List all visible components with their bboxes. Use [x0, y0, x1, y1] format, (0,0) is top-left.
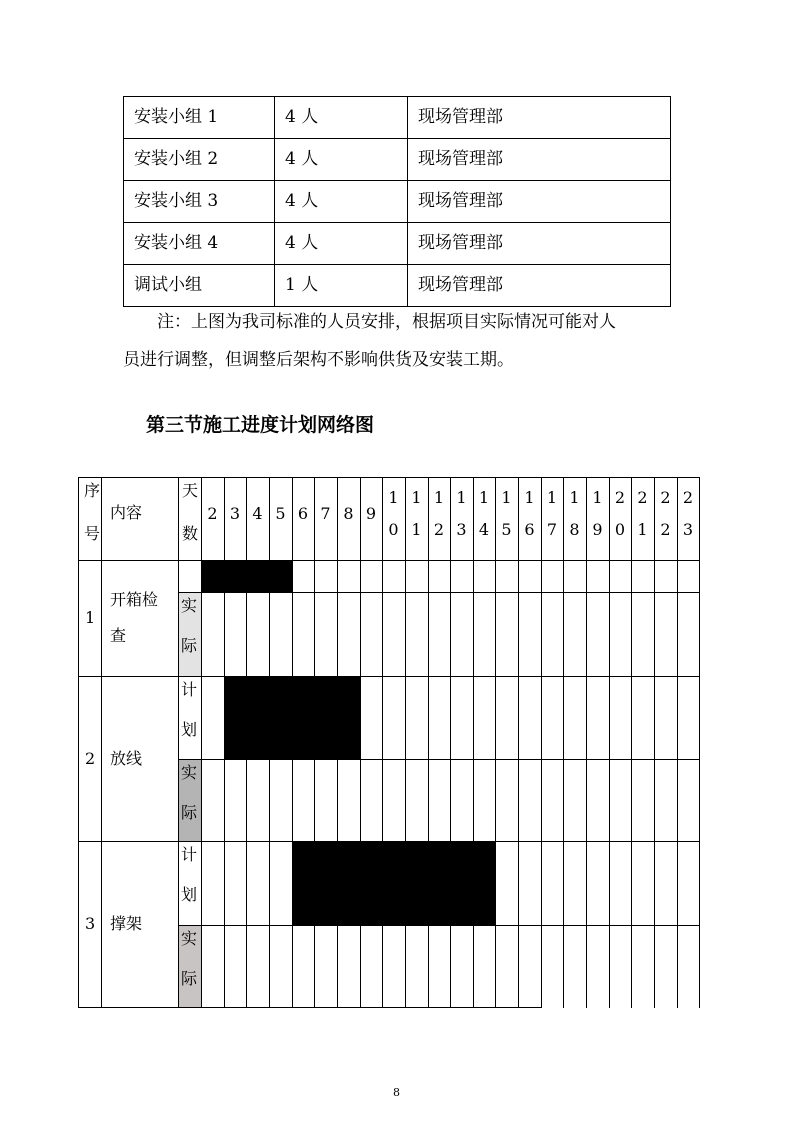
- grid-line: [78, 477, 700, 478]
- table-row: [124, 97, 671, 139]
- grid-line: [473, 477, 474, 1008]
- day-label: 9: [365, 504, 377, 523]
- grid-line: [677, 477, 678, 1008]
- dept-cell: 现场管理部: [408, 181, 671, 223]
- dept-cell: 现场管理部: [408, 265, 671, 307]
- note-line-2: 员进行调整，但调整后架构不影响供货及安装工期。: [123, 350, 514, 370]
- grid-line: [178, 477, 179, 1008]
- header-seq: 序: [84, 481, 101, 500]
- plan-label: 计: [180, 845, 197, 864]
- day-label: 2: [207, 504, 218, 523]
- grid-line: [178, 759, 700, 760]
- day-label: 1: [388, 488, 399, 507]
- day-label: 3: [456, 520, 467, 539]
- day-label: 1: [411, 520, 422, 539]
- grid-line: [541, 477, 542, 1008]
- day-label: 2: [637, 488, 648, 507]
- group-cell: 安装小组 2: [124, 139, 275, 181]
- staff-table: [123, 96, 671, 307]
- day-label: 7: [320, 504, 331, 523]
- day-label: 1: [501, 488, 512, 507]
- grid-line: [78, 477, 79, 1008]
- header-content: 内容: [110, 503, 143, 522]
- grid-line: [405, 477, 406, 1008]
- day-label: 8: [569, 520, 580, 539]
- count-cell: 4 人: [275, 139, 408, 181]
- actual-label: 实: [180, 596, 197, 615]
- day-label: 6: [297, 504, 309, 523]
- grid-line: [178, 592, 700, 593]
- grid-line: [78, 560, 700, 561]
- day-label: 1: [592, 488, 603, 507]
- day-label: 3: [229, 504, 241, 523]
- header-days-label: 数: [182, 524, 199, 543]
- task-seq: 1: [85, 608, 96, 627]
- plan-bar: [224, 676, 360, 759]
- day-label: 1: [411, 488, 422, 507]
- header-seq: 号: [84, 524, 101, 543]
- plan-bar: [292, 841, 495, 925]
- plan-bar: [201, 560, 292, 592]
- page-number: 8: [393, 1086, 400, 1099]
- dept-cell: 现场管理部: [408, 139, 671, 181]
- group-cell: 调试小组: [124, 265, 275, 307]
- day-label: 9: [592, 520, 603, 539]
- table-row: [124, 181, 671, 223]
- grid-line: [586, 477, 587, 1008]
- table-row: [124, 265, 671, 307]
- plan-label: 划: [180, 885, 197, 904]
- day-label: 6: [524, 520, 535, 539]
- actual-label: 实: [180, 929, 197, 948]
- grid-line: [178, 925, 700, 926]
- grid-line: [563, 477, 564, 1008]
- task-name: 放线: [110, 748, 143, 768]
- grid-line: [699, 477, 700, 1008]
- count-cell: 1 人: [275, 265, 408, 307]
- section-title: 第三节施工进度计划网络图: [146, 414, 375, 436]
- grid-line: [518, 477, 519, 1008]
- task-name: 查: [110, 626, 127, 645]
- day-label: 1: [433, 488, 445, 507]
- actual-label: 实: [180, 763, 197, 782]
- task-name: 开箱检: [110, 590, 159, 609]
- grid-line: [428, 477, 429, 1008]
- dept-cell: 现场管理部: [408, 223, 671, 265]
- day-label: 4: [252, 504, 263, 523]
- grid-line: [382, 477, 383, 1008]
- day-label: 8: [343, 504, 354, 523]
- day-label: 5: [275, 504, 286, 523]
- grid-line: [631, 477, 632, 1008]
- grid-line: [201, 477, 202, 1008]
- task-seq: 2: [85, 748, 96, 768]
- table-row: [124, 223, 671, 265]
- actual-label: 际: [180, 636, 197, 655]
- grid-line: [101, 477, 102, 1008]
- grid-line: [609, 477, 610, 1008]
- day-label: 1: [637, 520, 648, 539]
- grid-line: [654, 477, 655, 1008]
- header-days-label: 天: [182, 481, 199, 500]
- count-cell: 4 人: [275, 181, 408, 223]
- day-label: 7: [546, 520, 558, 539]
- day-label: 3: [682, 520, 694, 539]
- day-label: 1: [546, 488, 558, 507]
- group-cell: 安装小组 4: [124, 223, 275, 265]
- day-label: 2: [433, 520, 445, 539]
- grid-line: [78, 676, 700, 677]
- day-label: 0: [614, 520, 626, 539]
- task-name: 撑架: [110, 914, 143, 933]
- day-label: 2: [614, 488, 626, 507]
- day-label: 2: [660, 488, 671, 507]
- day-label: 2: [682, 488, 694, 507]
- dept-cell: 现场管理部: [408, 97, 671, 139]
- table-row: [124, 139, 671, 181]
- note-line-1: 注：上图为我司标准的人员安排，根据项目实际情况可能对人: [157, 312, 616, 332]
- actual-label: 际: [180, 969, 197, 988]
- plan-label: 划: [180, 720, 197, 739]
- task-seq: 3: [85, 914, 96, 933]
- day-label: 1: [569, 488, 580, 507]
- day-label: 4: [478, 520, 490, 539]
- group-cell: 安装小组 3: [124, 181, 275, 223]
- group-cell: 安装小组 1: [124, 97, 275, 139]
- grid-line: [495, 477, 496, 1008]
- day-label: 2: [660, 520, 671, 539]
- grid-line: [450, 477, 451, 1008]
- day-label: 0: [388, 520, 399, 539]
- day-label: 1: [456, 488, 467, 507]
- day-label: 5: [501, 520, 512, 539]
- plan-label: 计: [180, 680, 197, 699]
- count-cell: 4 人: [275, 223, 408, 265]
- count-cell: 4 人: [275, 97, 408, 139]
- day-label: 1: [478, 488, 490, 507]
- day-label: 1: [524, 488, 535, 507]
- grid-line: [360, 477, 361, 1008]
- actual-label: 际: [180, 803, 197, 822]
